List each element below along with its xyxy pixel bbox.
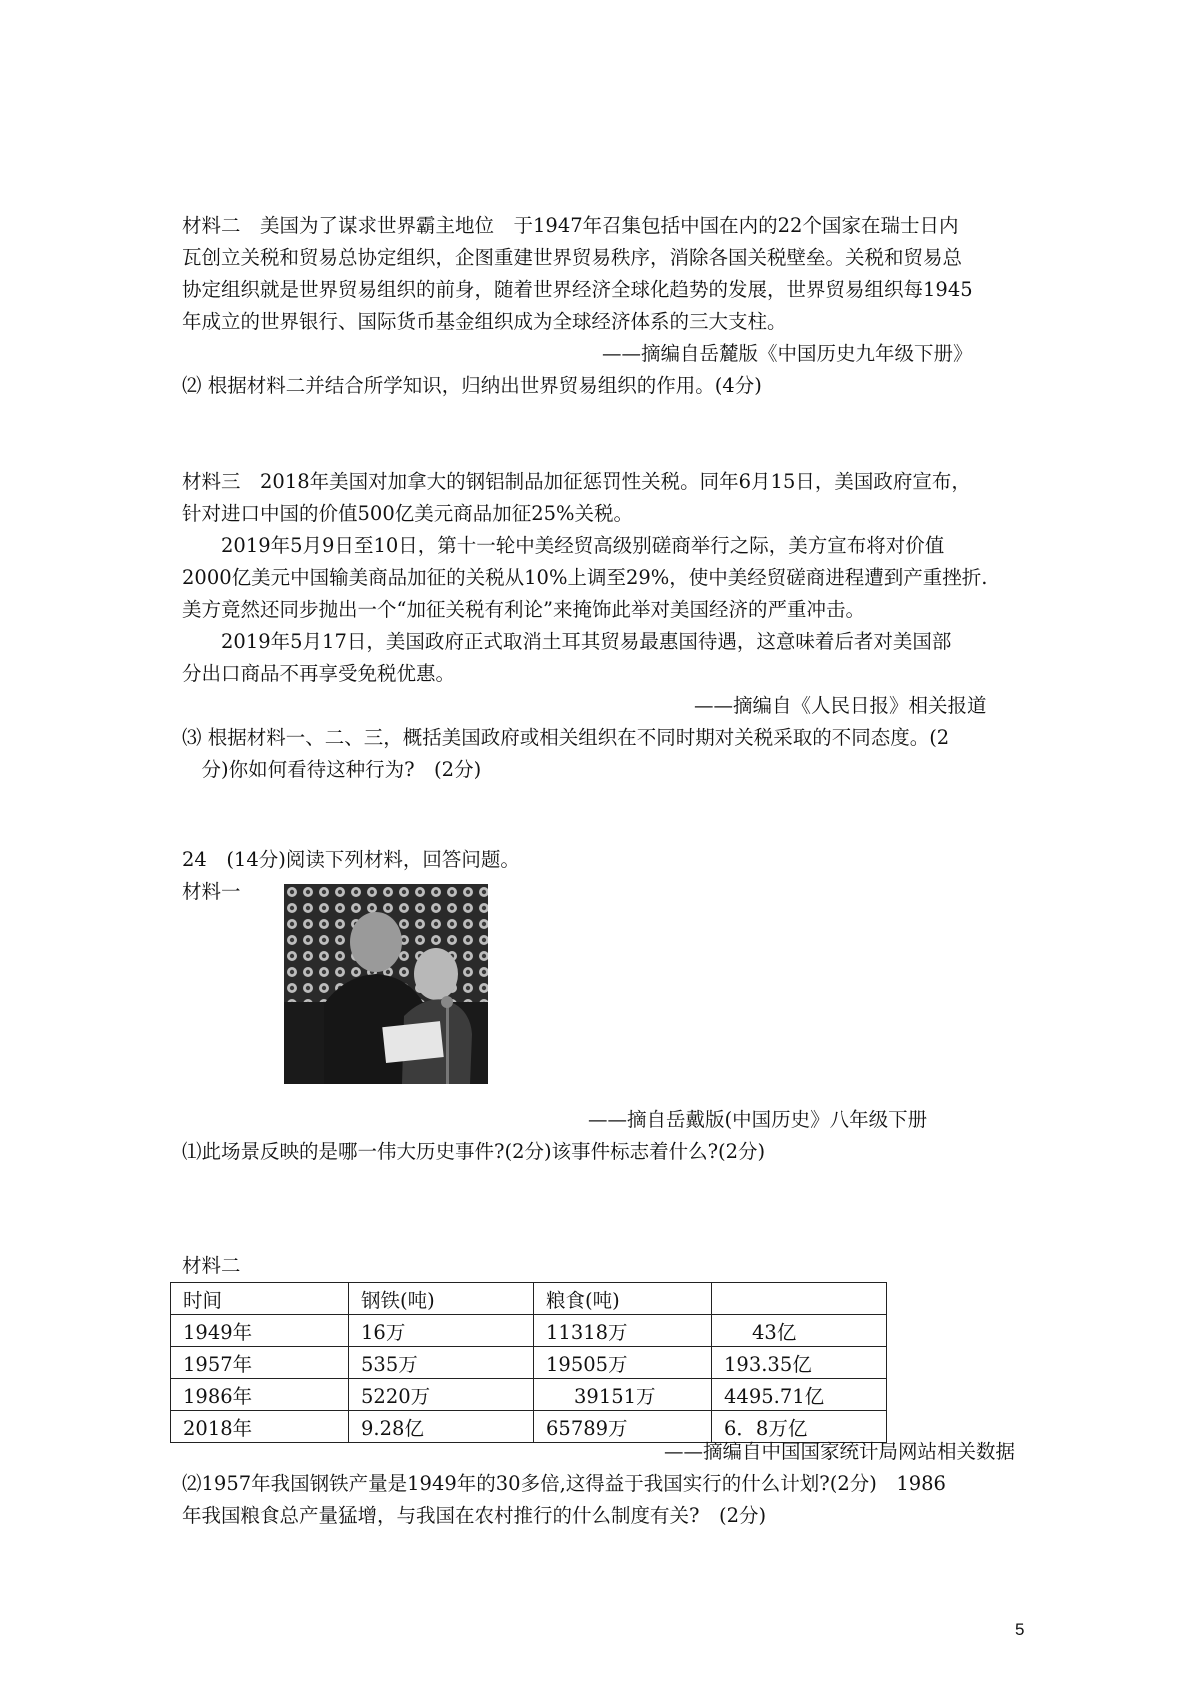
table-cell: 1949年 [171, 1315, 349, 1347]
question-2: ⑵ 根据材料二并结合所学知识，归纳出世界贸易组织的作用。(4分) [182, 374, 762, 397]
table-cell: 11318万 [534, 1315, 712, 1347]
material2-label: 材料二 [182, 1254, 241, 1277]
table-header-cell: 钢铁(吨) [349, 1283, 534, 1315]
material2-line-3: 协定组织就是世界贸易组织的前身，随着世界经济全球化趋势的发展，世界贸易组织每1945 [182, 278, 973, 301]
table-cell: 2018年 [171, 1411, 349, 1443]
question-3-line-1: ⑶ 根据材料一、二、三，概括美国政府或相关组织在不同时期对关税采取的不同态度。(2 [182, 726, 950, 749]
material3-line-7: 分出口商品不再享受免税优惠。 [182, 662, 456, 685]
material3-line-3: 2019年5月9日至10日，第十一轮中美经贸高级别磋商举行之际，美方宣布将对价值 [182, 534, 945, 557]
table-cell: 65789万 [534, 1411, 712, 1443]
material3-source: ——摘编自《人民日报》相关报道 [694, 694, 987, 717]
statistics-table [170, 1282, 887, 1443]
material3-line-6: 2019年5月17日，美国政府正式取消土耳其贸易最惠国待遇，这意味着后者对美国部 [182, 630, 952, 653]
page-number: 5 [1015, 1620, 1025, 1639]
table-header-cell: 时间 [171, 1283, 349, 1315]
question-24-2-line-1: ⑵1957年我国钢铁产量是1949年的30多倍,这得益于我国实行的什么计划?(2分) 1986 [182, 1472, 946, 1495]
table-cell: 535万 [349, 1347, 534, 1379]
material2-line-4: 年成立的世界银行、国际货币基金组织成为全球经济体系的三大支柱。 [182, 310, 787, 333]
historical-photo [284, 884, 488, 1084]
material3-line-1: 材料三 2018年美国对加拿大的钢铝制品加征惩罚性关税。同年6月15日，美国政府宣布， [182, 470, 971, 493]
table-header-row [171, 1283, 887, 1315]
material2-source: ——摘编自岳麓版《中国历史九年级下册》 [602, 342, 973, 365]
material3-line-4: 2000亿美元中国输美商品加征的关税从10%上调至29%，使中美经贸磋商进程遭到产重挫折. [182, 566, 988, 589]
material1-label: 材料一 [182, 880, 241, 903]
table-cell: 1957年 [171, 1347, 349, 1379]
table-cell: 193.35亿 [712, 1347, 887, 1379]
table-row [171, 1379, 887, 1411]
question-24-2-line-2: 年我国粮食总产量猛增，与我国在农村推行的什么制度有关? (2分) [182, 1504, 767, 1527]
material3-line-5: 美方竟然还同步抛出一个“加征关税有利论”来掩饰此举对美国经济的严重冲击。 [182, 598, 865, 621]
question-3-line-2: 分)你如何看待这种行为? (2分) [182, 758, 482, 781]
question-24-title: 24 (14分)阅读下列材料，回答问题。 [182, 848, 520, 871]
question-24-1: ⑴此场景反映的是哪一伟大历史事件?(2分)该事件标志着什么?(2分) [182, 1140, 766, 1163]
table-cell: 9.28亿 [349, 1411, 534, 1443]
photo-source: ——摘自岳戴版(中国历史》八年级下册 [588, 1108, 928, 1131]
table-cell: 39151万 [534, 1379, 712, 1411]
table-row [171, 1347, 887, 1379]
table-source: ——摘编自中国国家统计局网站相关数据 [664, 1440, 1016, 1463]
table-header-cell: 粮食(吨) [534, 1283, 712, 1315]
table-cell: 19505万 [534, 1347, 712, 1379]
table-row [171, 1315, 887, 1347]
table-cell: 6．8万亿 [712, 1411, 887, 1443]
material2-line-2: 瓦创立关税和贸易总协定组织，企图重建世界贸易秩序，消除各国关税壁垒。关税和贸易总 [182, 246, 963, 269]
table-cell: 16万 [349, 1315, 534, 1347]
material2-line-1: 材料二 美国为了谋求世界霸主地位 于1947年召集包括中国在内的22个国家在瑞士日内 [182, 214, 959, 237]
table-cell: 4495.71亿 [712, 1379, 887, 1411]
table-row [171, 1411, 887, 1443]
table-cell: 5220万 [349, 1379, 534, 1411]
table-cell: 1986年 [171, 1379, 349, 1411]
material3-line-2: 针对进口中国的价值500亿美元商品加征25%关税。 [182, 502, 634, 525]
table-cell: 43亿 [712, 1315, 887, 1347]
table-header-cell [712, 1283, 887, 1315]
